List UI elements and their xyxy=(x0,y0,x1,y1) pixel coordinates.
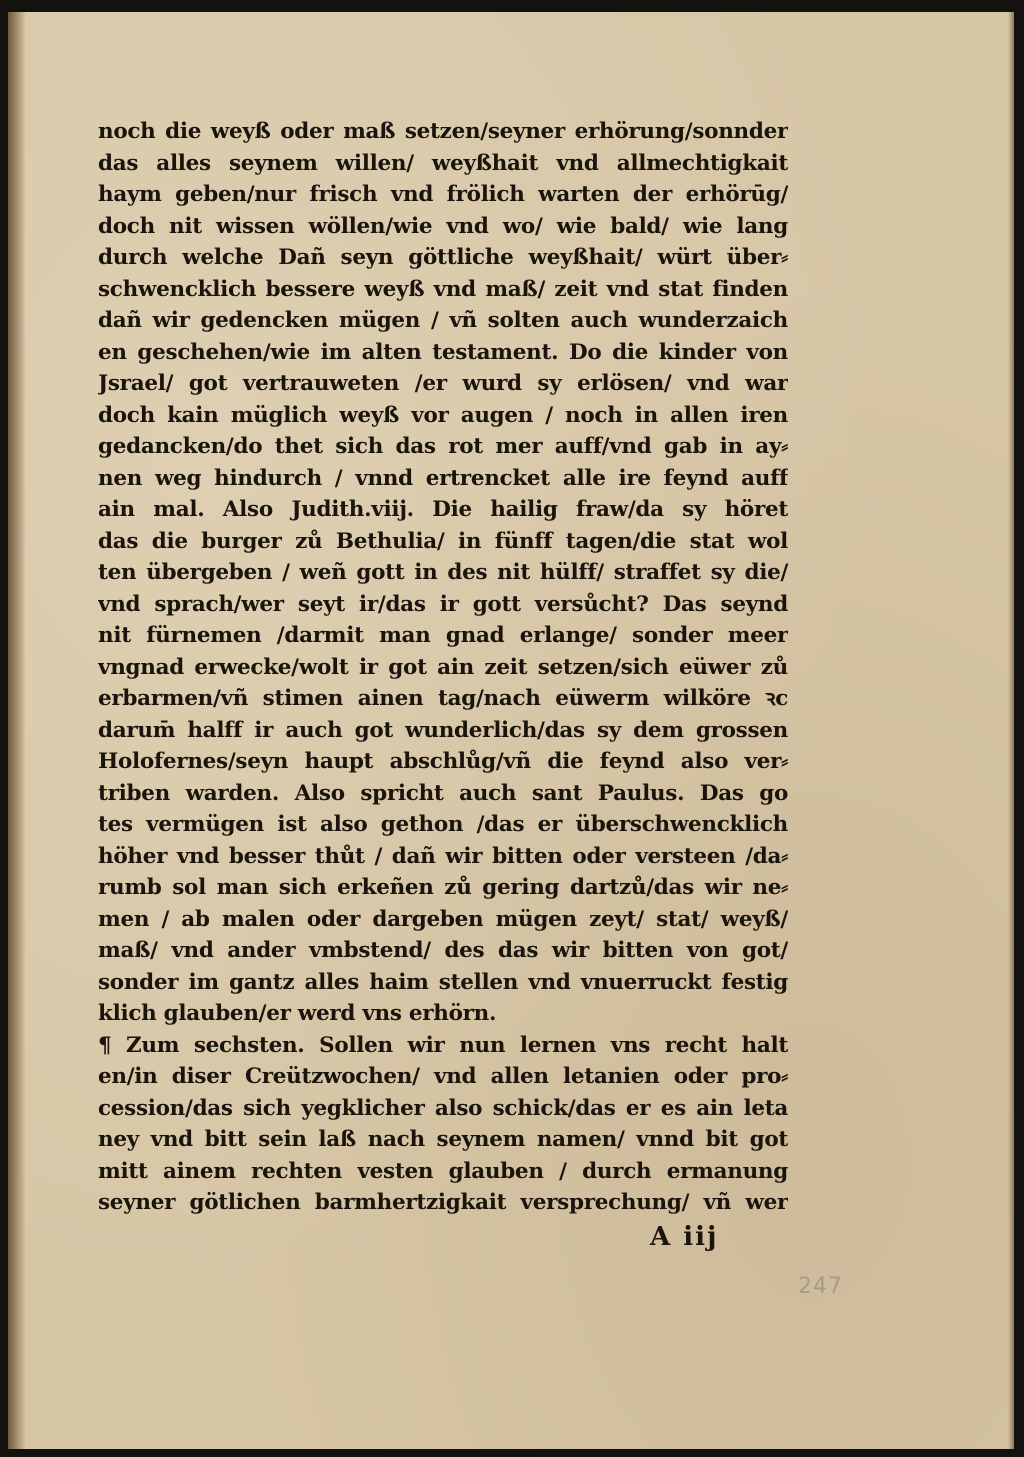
text-line: Holofernes/seyn haupt abschlůg/vñ die feynd also ver⸗ xyxy=(98,749,788,774)
text-line: mitt ainem rechten vesten glauben / durch ermanung xyxy=(98,1158,788,1184)
text-line: das die burger zů Bethulia/ in fünff tagen/die stat wol xyxy=(98,528,788,554)
text-line: noch die weyß oder maß setzen/seyner erhörung/sonnder xyxy=(98,119,788,144)
text-line: doch kain müglich weyß vor augen / noch in allen iren xyxy=(98,402,788,428)
text-line: ney vnd bitt sein laß nach seynem namen/ vnnd bit got xyxy=(98,1127,788,1152)
text-line: dañ wir gedencken mügen / vñ solten auch wunderzaich xyxy=(98,308,788,333)
text-line: das alles seynem willen/ weyßhait vnd allmechtigkait xyxy=(98,150,788,176)
text-line: durch welche Dañ seyn göttliche weyßhait/ würt über⸗ xyxy=(98,245,788,270)
text-line: men / ab malen oder dargeben mügen zeyt/ stat/ weyß/ xyxy=(98,906,788,932)
text-line: doch nit wissen wöllen/wie vnd wo/ wie bald/ wie lang xyxy=(98,213,788,239)
text-line: vnd sprach/wer seyt ir/das ir gott versůcht? Das seynd xyxy=(98,591,788,617)
book-page xyxy=(8,12,1014,1449)
text-line: rumb sol man sich erkeñen zů gering dartzů/das wir ne⸗ xyxy=(98,875,788,900)
text-line: erbarmen/vñ stimen ainen tag/nach eüwerm wilköre ꝛc xyxy=(98,686,788,711)
text-line: gedancken/do thet sich das rot mer auff/vnd gab in ay⸗ xyxy=(98,434,788,459)
text-line: seyner götlichen barmhertzigkait versprechung/ vñ wer xyxy=(98,1190,788,1215)
signature-mark: A iij xyxy=(650,1222,719,1252)
text-line: haym geben/nur frisch vnd frölich warten der erhörūg/ xyxy=(98,182,788,207)
text-line: nen weg hindurch / vnnd ertrencket alle ire feynd auff xyxy=(98,465,788,491)
text-line: vngnad erwecke/wolt ir got ain zeit setzen/sich eüwer zů xyxy=(98,654,788,680)
text-line: klich glauben/er werd vns erhörn. xyxy=(98,1001,497,1026)
text-line: maß/ vnd ander vmbstend/ des das wir bitten von got/ xyxy=(98,938,788,963)
text-line: en geschehen/wie im alten testament. Do die kinder von xyxy=(98,339,788,365)
text-line: tes vermügen ist also gethon /das er überschwencklich xyxy=(98,812,788,837)
text-line: en/in diser Creützwochen/ vnd allen letanien oder pro⸗ xyxy=(98,1064,788,1089)
text-line: darum̄ halff ir auch got wunderlich/das sy dem grossen xyxy=(98,717,788,743)
folio-number: 247 xyxy=(798,1274,843,1299)
text-line: triben warden. Also spricht auch sant Paulus. Das go xyxy=(98,780,788,806)
text-line: ain mal. Also Judith.viij. Die hailig fraw/da sy höret xyxy=(98,497,788,522)
text-line: ten übergeben / weñ gott in des nit hülff/ straffet sy die/ xyxy=(98,560,788,585)
page-edge xyxy=(1008,12,1014,1449)
text-line: höher vnd besser thůt / dañ wir bitten oder versteen /da⸗ xyxy=(98,843,788,869)
text-line: nit fürnemen /darmit man gnad erlange/ sonder meer xyxy=(98,623,788,648)
text-line: cession/das sich yegklicher also schick/das er es ain leta xyxy=(98,1095,788,1121)
page-gutter xyxy=(8,12,26,1449)
text-line: schwencklich bessere weyß vnd maß/ zeit vnd stat finden xyxy=(98,276,788,302)
text-line: sonder im gantz alles haim stellen vnd vnuerruckt festig xyxy=(98,969,788,995)
text-line: ¶ Zum sechsten. Sollen wir nun lernen vns recht halt xyxy=(98,1032,788,1058)
text-block xyxy=(98,116,788,1219)
text-line: Jsrael/ got vertrauweten /er wurd sy erlösen/ vnd war xyxy=(98,371,788,396)
